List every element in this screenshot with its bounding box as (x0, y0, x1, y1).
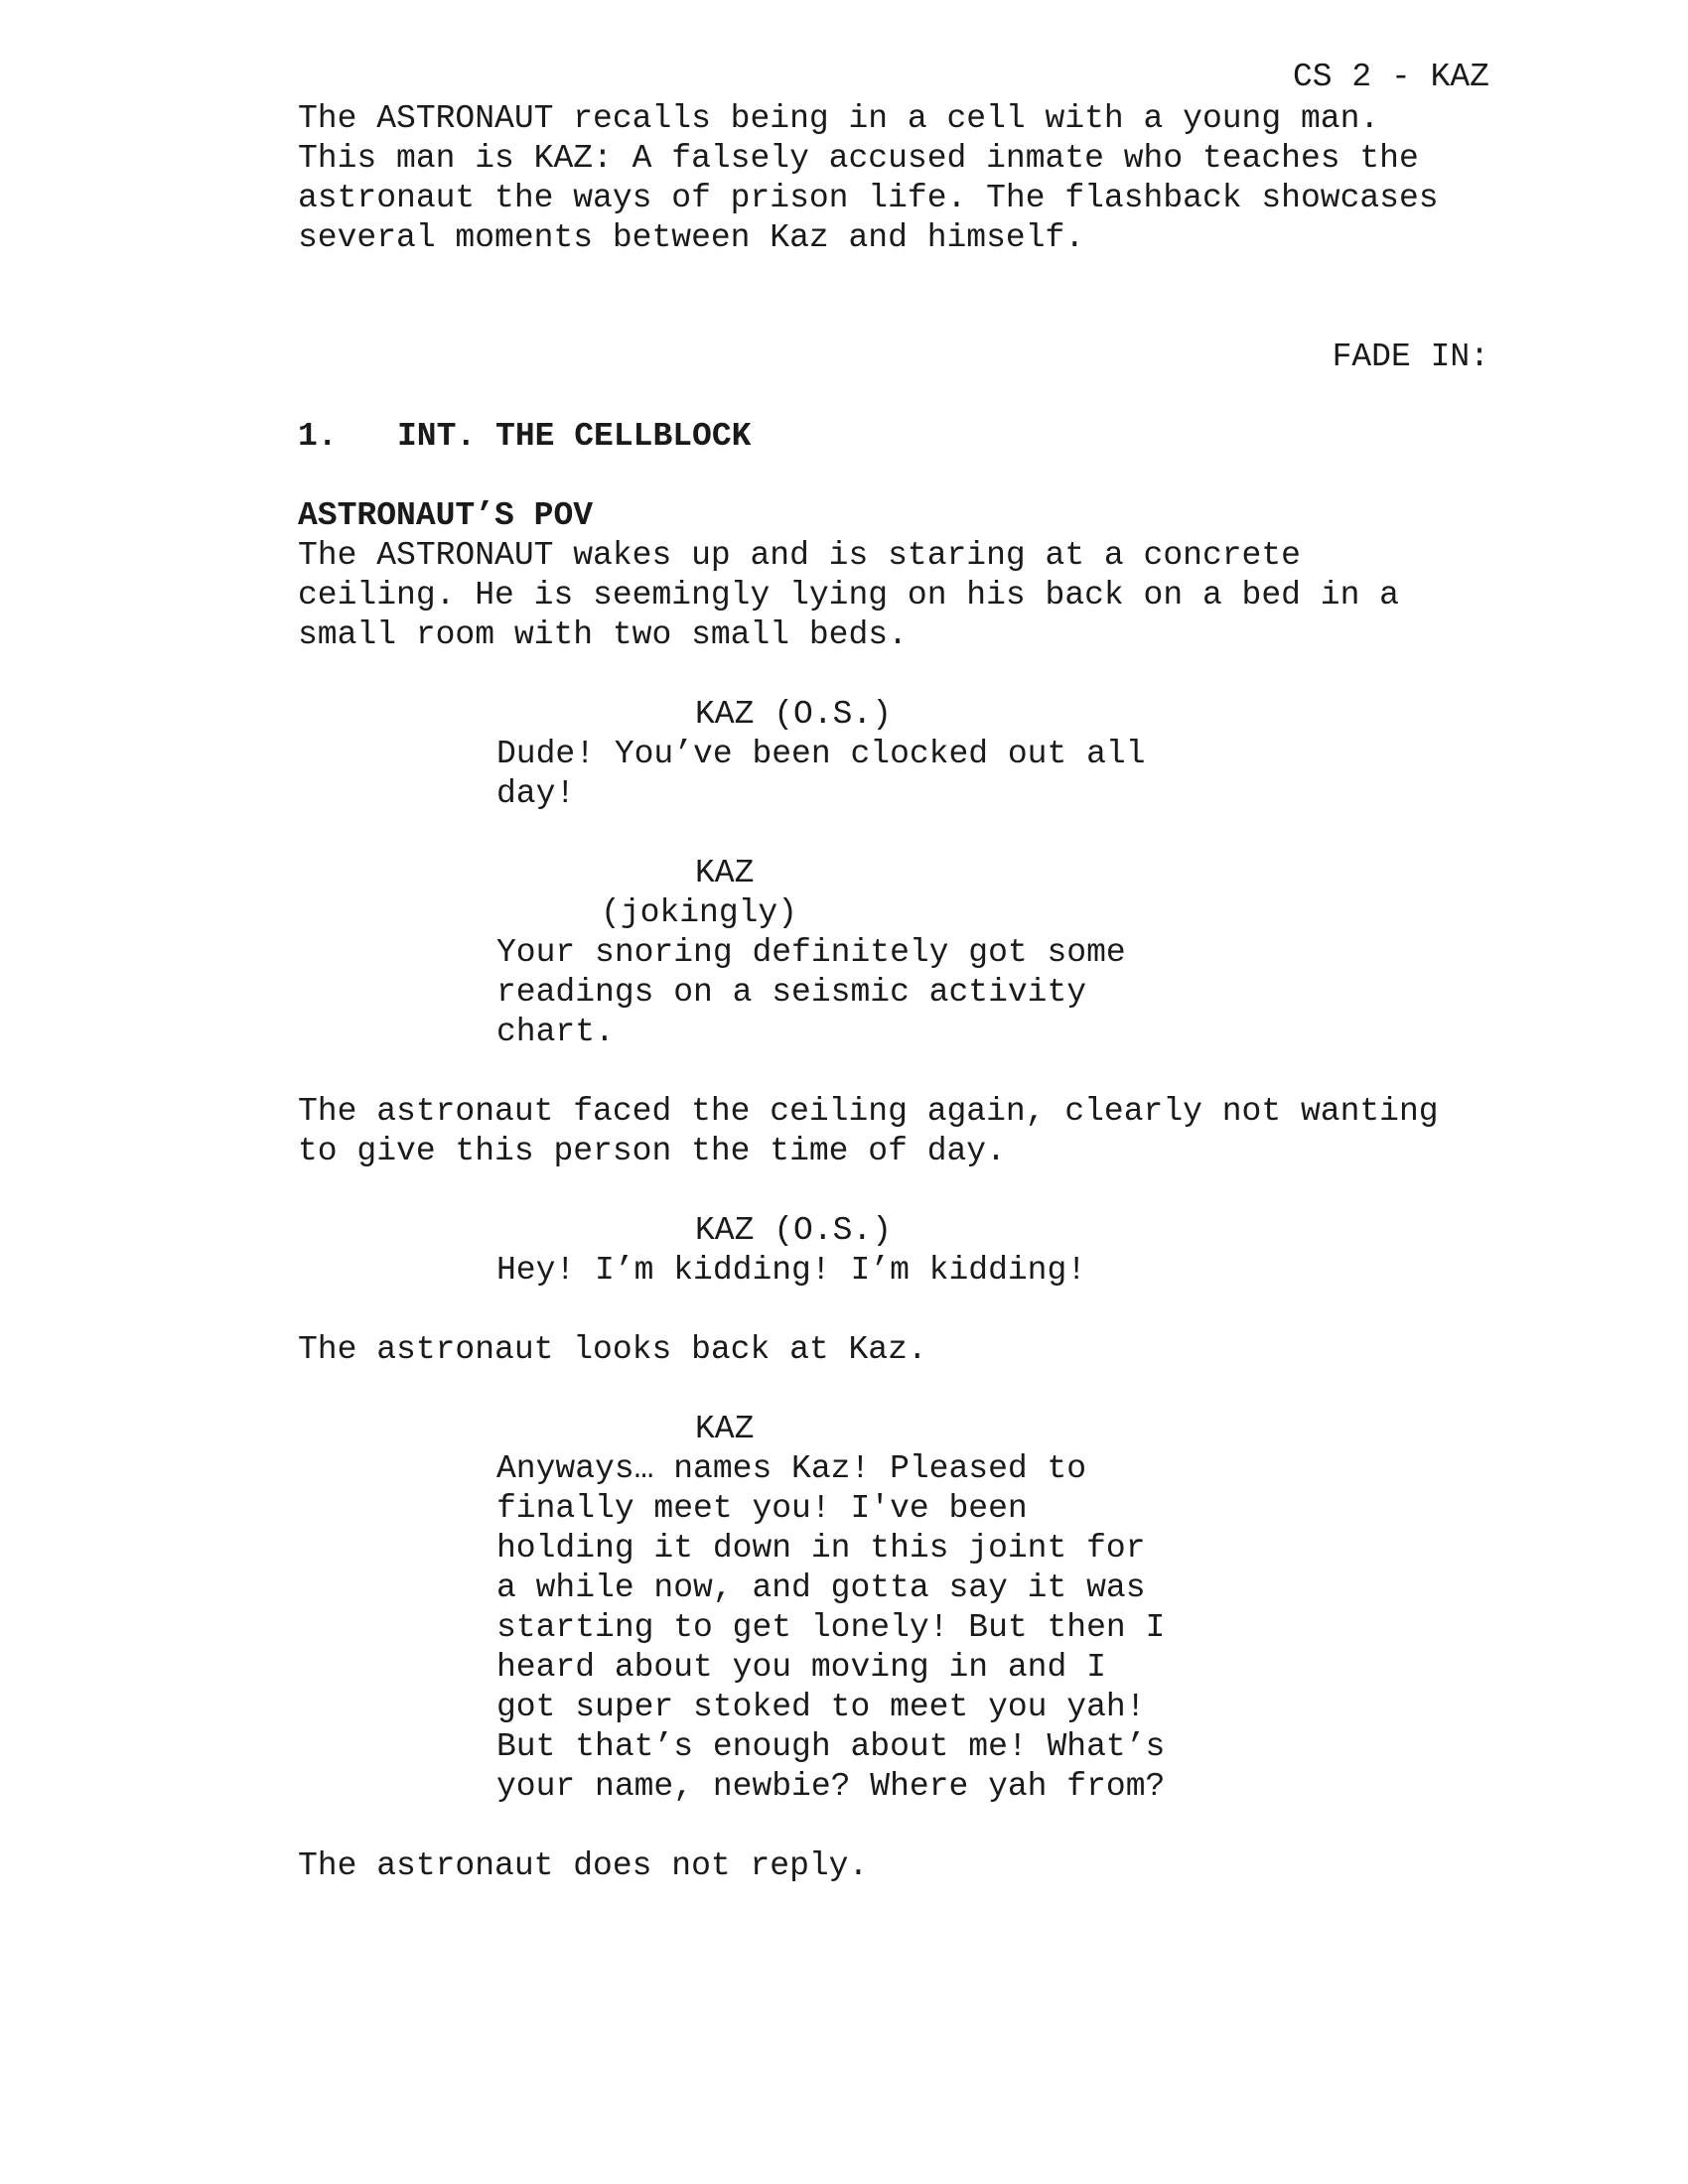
transition-fade-in: FADE IN: (1332, 339, 1489, 375)
action-paragraph-1: The ASTRONAUT wakes up and is staring at a concrete ceiling. He is seemingly lying on his back on a bed in a small room with two small beds. (298, 537, 1399, 653)
character-cue-2: KAZ (695, 855, 755, 891)
action-paragraph-2: The astronaut faced the ceiling again, clearly not wanting to give this person the time of day. (298, 1093, 1439, 1169)
action-paragraph-4: The astronaut does not reply. (298, 1847, 869, 1884)
scene-heading (298, 417, 751, 457)
shot-heading: ASTRONAUT’S POV (298, 497, 594, 534)
character-cue-1: KAZ (O.S.) (695, 696, 893, 733)
synopsis-paragraph: The ASTRONAUT recalls being in a cell with a young man. This man is KAZ: A falsely accused inmate who teaches the astronaut the ways of prison life. The flashback showcases several moments between Kaz and himself. (298, 100, 1439, 256)
parenthetical-2: (jokingly) (601, 894, 798, 931)
page-header: CS 2 - KAZ (1292, 59, 1489, 95)
character-cue-3: KAZ (O.S.) (695, 1212, 893, 1249)
dialogue-line-1: Dude! You’ve been clocked out all day! (496, 736, 1146, 812)
scene-number: 1. (298, 418, 338, 455)
dialogue-line-4: Anyways… names Kaz! Pleased to finally meet you! I've been holding it down in this joint for a while now, and gotta say it was starting to get lonely! But then I heard about you moving in and I got super stoked to meet you yah! But that’s enough about me! What’s your name, newbie? Where yah from? (496, 1450, 1166, 1805)
scene-heading-text: INT. THE CELLBLOCK (397, 418, 752, 455)
action-paragraph-3: The astronaut looks back at Kaz. (298, 1331, 927, 1368)
character-cue-4: KAZ (695, 1411, 755, 1447)
dialogue-line-3: Hey! I’m kidding! I’m kidding! (496, 1252, 1087, 1289)
dialogue-line-2: Your snoring definitely got some readings on a seismic activity chart. (496, 934, 1126, 1050)
